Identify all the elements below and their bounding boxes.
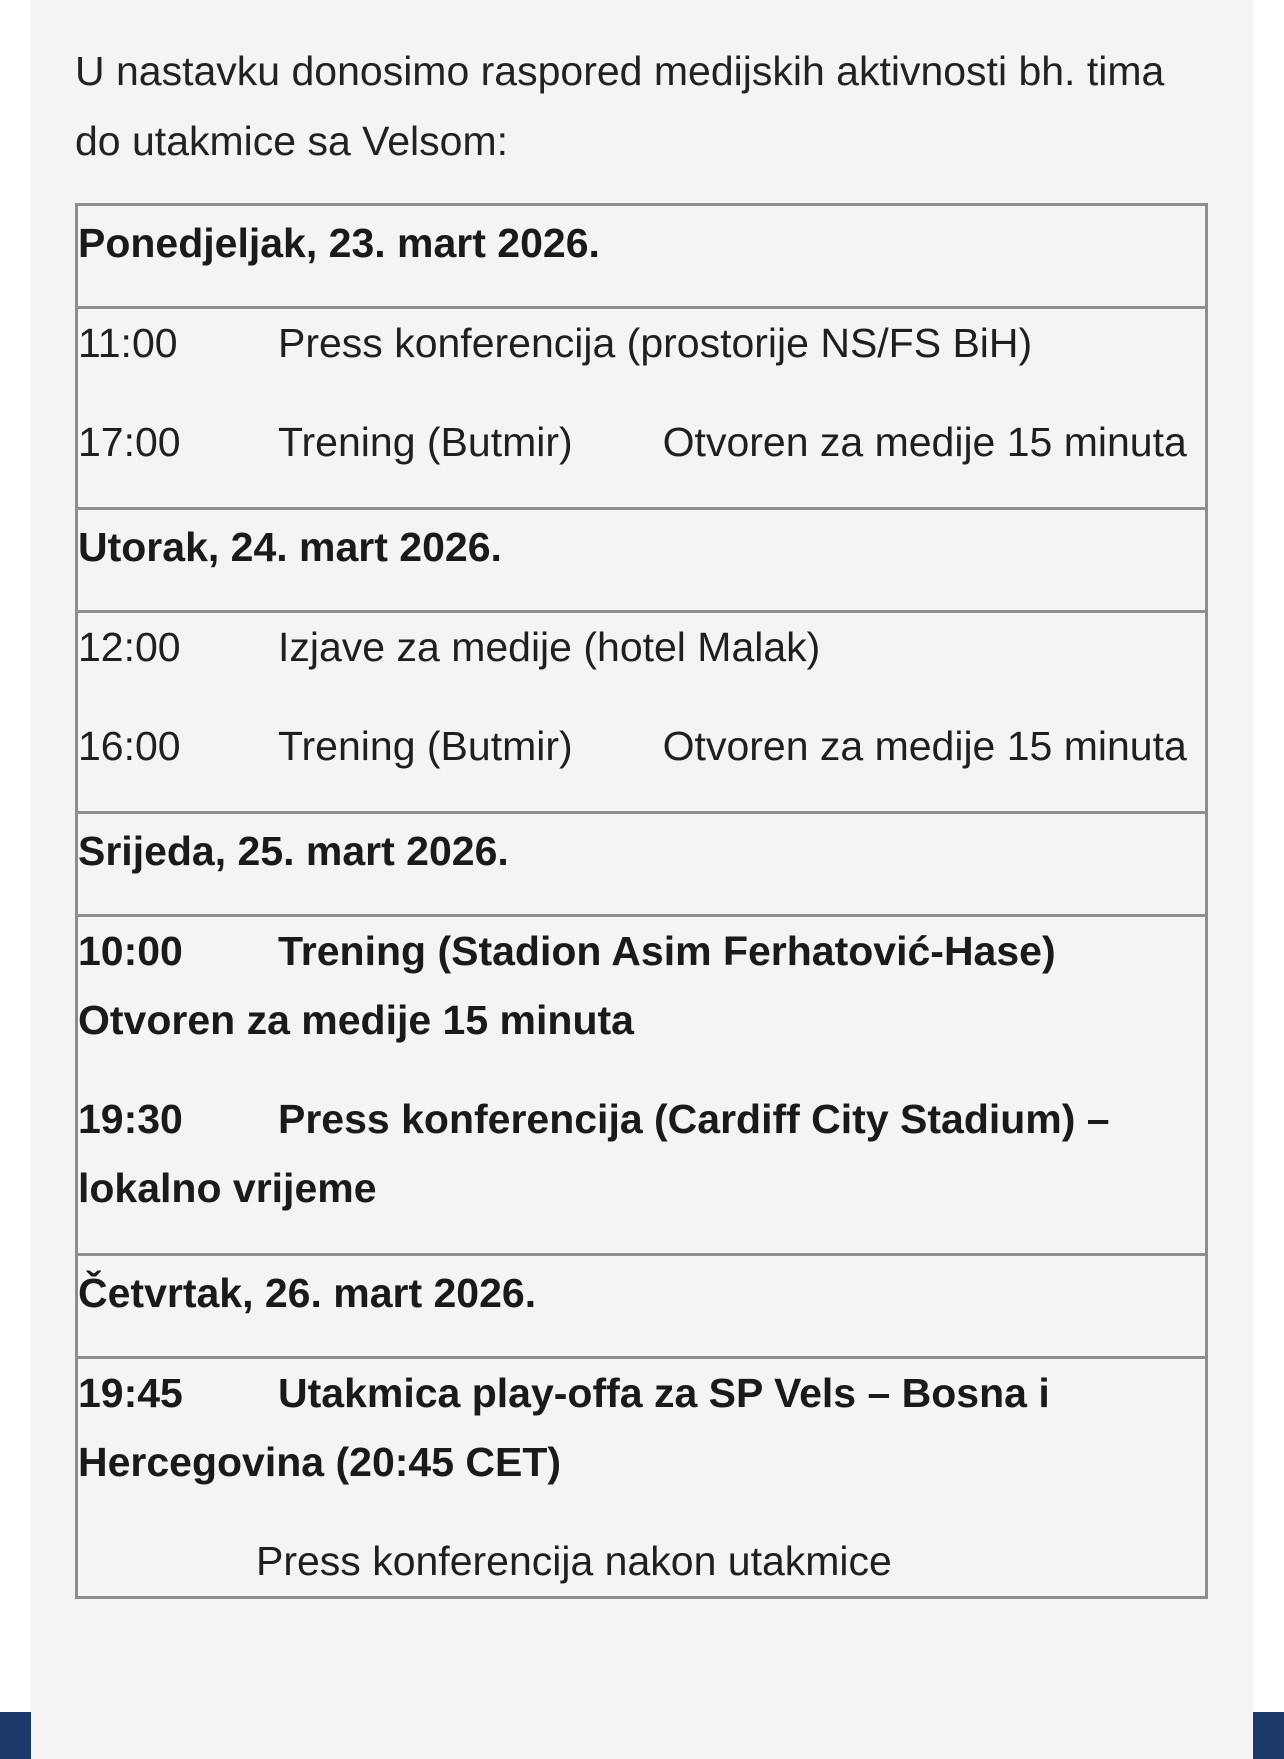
- day-events-row: [77, 612, 1207, 813]
- entry-note: Press konferencija nakon utakmice: [256, 1538, 892, 1584]
- schedule-entry: [78, 712, 1205, 781]
- schedule-entry: [78, 1085, 1205, 1223]
- entry-time: 19:45: [78, 1370, 183, 1416]
- day-events-cell: [77, 308, 1207, 509]
- day-header-cell: [77, 205, 1207, 308]
- day-title: Ponedjeljak, 23. mart 2026.: [78, 220, 600, 266]
- day-title: Srijeda, 25. mart 2026.: [78, 828, 509, 874]
- entry-time: 17:00: [78, 419, 181, 465]
- day-title: Utorak, 24. mart 2026.: [78, 524, 502, 570]
- day-events-cell: [77, 916, 1207, 1255]
- day-events-cell: [77, 1358, 1207, 1598]
- entry-activity: Press konferencija (Cardiff City Stadium) – lokalno vrijeme: [78, 1096, 1110, 1211]
- entry-activity: Utakmica play-offa za SP Vels – Bosna i Hercegovina (20:45 CET): [78, 1370, 1050, 1485]
- schedule-entry: [78, 917, 1205, 1055]
- left-edge-accent: [0, 1712, 31, 1759]
- entry-activity: Izjave za medije (hotel Malak): [278, 624, 821, 670]
- entry-note: Otvoren za medije 15 minuta: [662, 723, 1187, 769]
- schedule-entry: [78, 1359, 1205, 1497]
- schedule-entry: [78, 613, 1205, 682]
- entry-activity: Trening (Stadion Asim Ferhatović-Hase): [278, 928, 1056, 974]
- entry-time: 19:30: [78, 1096, 183, 1142]
- media-schedule-table: [75, 203, 1208, 1599]
- day-header-row: [77, 205, 1207, 308]
- day-events-row: [77, 308, 1207, 509]
- entry-activity: Trening (Butmir): [278, 723, 573, 769]
- entry-note: Otvoren za medije 15 minuta: [78, 997, 634, 1043]
- schedule-entry: [78, 309, 1205, 378]
- intro-paragraph: U nastavku donosimo raspored medijskih aktivnosti bh. tima do utakmice sa Velsom:: [75, 48, 1165, 164]
- entry-time: 12:00: [78, 624, 181, 670]
- day-header-row: [77, 813, 1207, 916]
- entry-time: 10:00: [78, 928, 183, 974]
- entry-note: Otvoren za medije 15 minuta: [662, 419, 1187, 465]
- entry-activity: Press konferencija (prostorije NS/FS BiH): [278, 320, 1033, 366]
- day-header-cell: [77, 1255, 1207, 1358]
- schedule-entry: [78, 408, 1205, 477]
- day-events-row: [77, 916, 1207, 1255]
- article-body: [31, 0, 1253, 1759]
- right-edge-accent: [1253, 1712, 1284, 1759]
- day-title: Četvrtak, 26. mart 2026.: [78, 1270, 537, 1316]
- entry-time: 16:00: [78, 723, 181, 769]
- day-header-cell: [77, 509, 1207, 612]
- day-events-cell: [77, 612, 1207, 813]
- day-header-cell: [77, 813, 1207, 916]
- day-events-row: [77, 1358, 1207, 1598]
- day-header-row: [77, 1255, 1207, 1358]
- entry-activity: Trening (Butmir): [278, 419, 573, 465]
- entry-time: 11:00: [78, 320, 178, 366]
- day-header-row: [77, 509, 1207, 612]
